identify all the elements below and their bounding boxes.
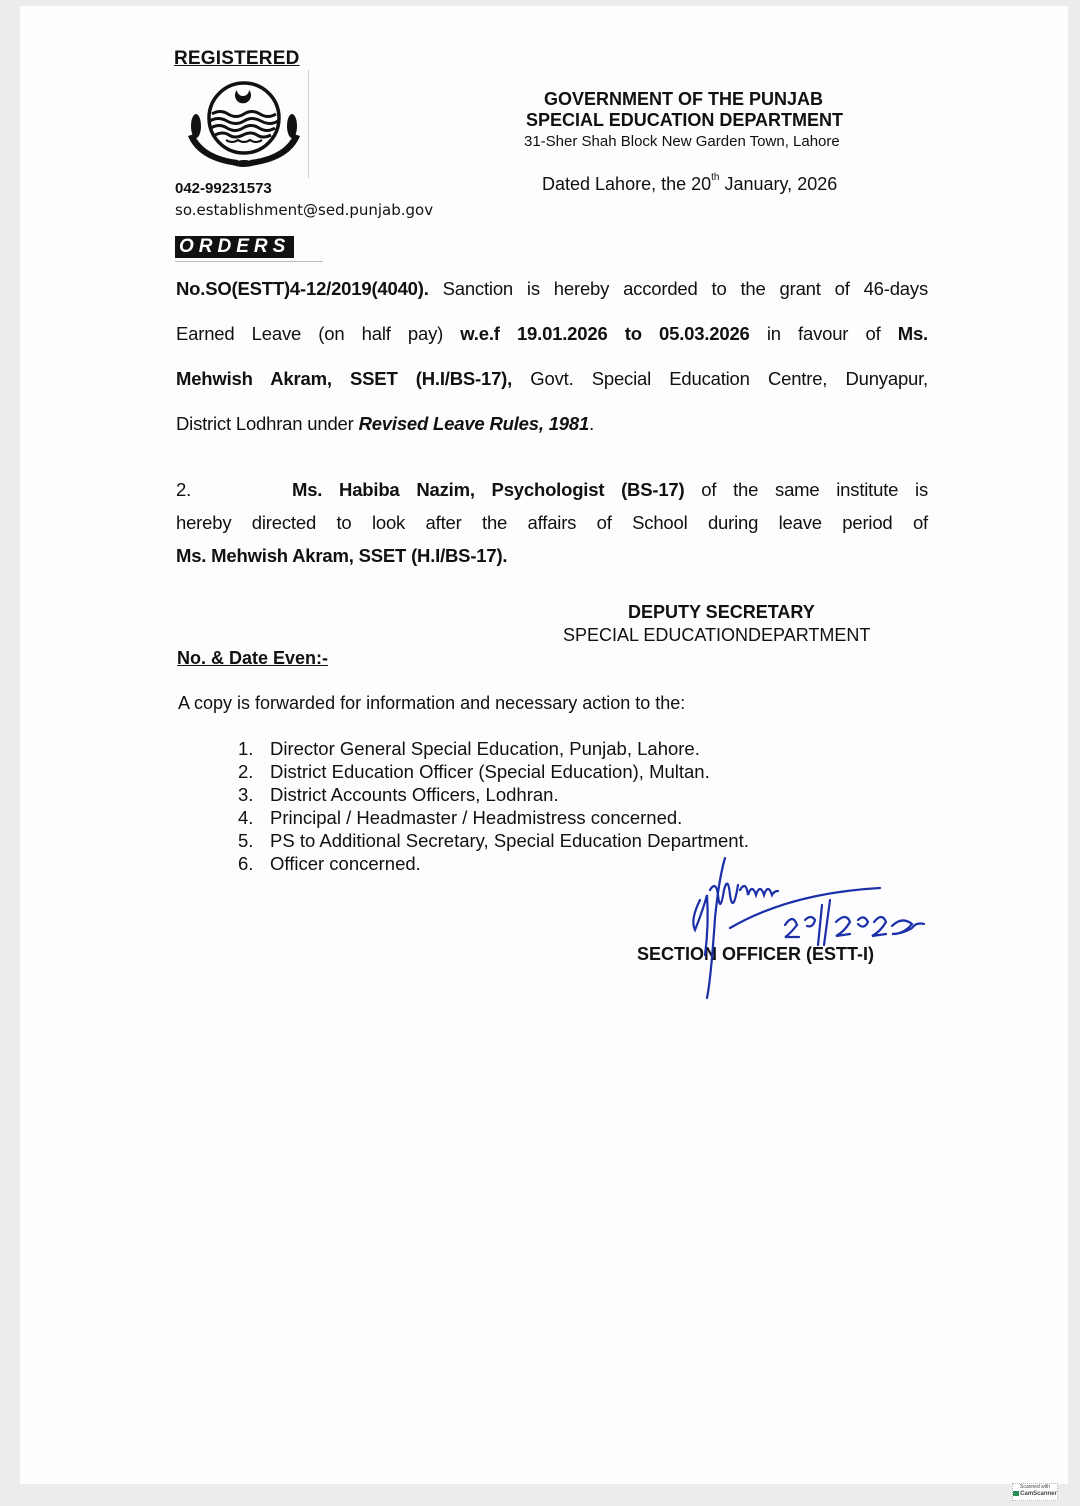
endorsement-heading: No. & Date Even:- <box>177 648 329 668</box>
orders-heading: ORDERS <box>175 236 294 258</box>
list-item <box>238 737 749 760</box>
line-text: . <box>589 413 595 434</box>
employee-name: Mehwish Akram, SSET (H.I/BS-17), <box>176 368 513 389</box>
paragraph-line <box>176 368 928 413</box>
signature-icon <box>670 850 960 1000</box>
recipient: Director General Special Education, Punjab, Lahore. <box>270 738 700 759</box>
list-number: 3. <box>238 784 254 805</box>
recipient: Officer concerned. <box>270 853 421 874</box>
paragraph-line <box>176 323 928 368</box>
leave-rules: Revised Leave Rules, 1981 <box>358 413 590 434</box>
list-number: 1. <box>238 738 254 759</box>
employee-name: Ms. Mehwish Akram, SSET (H.I/BS-17). <box>176 545 508 566</box>
line-text: in favour of <box>749 323 898 344</box>
watermark-line1: Scanned with <box>1019 1484 1051 1490</box>
list-number: 5. <box>238 830 254 851</box>
watermark-brand <box>1013 1491 1057 1498</box>
order-paragraph-2 <box>176 479 928 578</box>
endorsement-intro: A copy is forwarded for information and necessary action to the: <box>178 693 686 713</box>
section-officer-title: SECTION OFFICER (ESTT-I) <box>637 944 874 964</box>
paragraph-number: 2. <box>176 479 192 500</box>
recipient: PS to Additional Secretary, Special Education Department. <box>270 830 749 851</box>
signatory-title: DEPUTY SECRETARY <box>628 602 815 622</box>
recipient: District Accounts Officers, Lodhran. <box>270 784 559 805</box>
list-item <box>238 783 749 806</box>
list-item <box>238 760 749 783</box>
department-address: 31-Sher Shah Block New Garden Town, Lahore <box>524 133 840 150</box>
list-item <box>238 829 749 852</box>
list-number: 4. <box>238 807 254 828</box>
line-text: of the same institute is <box>684 479 928 500</box>
email-address: so.establishment@sed.punjab.gov <box>175 201 434 219</box>
recipient: Principal / Headmaster / Headmistress concerned. <box>270 807 683 828</box>
line-text: Govt. Special Education Centre, Dunyapur, <box>512 368 928 389</box>
line-text: Sanction is hereby accorded to the grant of 46-days <box>428 278 928 299</box>
line-text: Earned Leave (on half pay) <box>176 323 461 344</box>
officer-in-charge: Ms. Habiba Nazim, Psychologist (BS-17) <box>292 479 685 500</box>
list-number: 6. <box>238 853 254 874</box>
date-month-year: January, 2026 <box>719 174 838 194</box>
watermark-brand-name: CamScanner <box>1020 1491 1057 1497</box>
phone-number: 042-99231573 <box>175 180 272 197</box>
signatory-department: SPECIAL EDUCATIONDEPARTMENT <box>563 625 871 645</box>
date-text: Dated Lahore, the 20 <box>542 174 712 194</box>
registered-label: REGISTERED <box>174 48 300 69</box>
camscanner-icon <box>1013 1491 1019 1496</box>
paragraph-line <box>176 413 928 458</box>
camscanner-watermark <box>1012 1483 1058 1501</box>
paragraph-line <box>176 512 928 545</box>
header-divider <box>308 70 309 178</box>
list-number: 2. <box>238 761 254 782</box>
paragraph-line <box>176 278 928 323</box>
leave-period: w.e.f 19.01.2026 to 05.03.2026 <box>460 323 750 344</box>
order-paragraph-1 <box>176 278 928 458</box>
paragraph-line <box>176 479 928 512</box>
date-ordinal: th <box>711 172 720 183</box>
department-title: SPECIAL EDUCATION DEPARTMENT <box>526 110 844 130</box>
line-bold: Ms. <box>897 323 928 344</box>
line-text: District Lodhran under <box>176 413 359 434</box>
punjab-emblem-icon <box>182 76 306 176</box>
line-text: hereby directed to look after the affairs of School during leave period of <box>176 512 928 533</box>
paragraph-line <box>176 545 928 578</box>
dated-line <box>542 174 837 195</box>
recipient: District Education Officer (Special Education), Multan. <box>270 761 710 782</box>
order-number: No.SO(ESTT)4-12/2019(4040). <box>176 278 429 299</box>
government-title: GOVERNMENT OF THE PUNJAB <box>544 89 824 109</box>
list-item <box>238 806 749 829</box>
orders-underline <box>175 261 323 262</box>
